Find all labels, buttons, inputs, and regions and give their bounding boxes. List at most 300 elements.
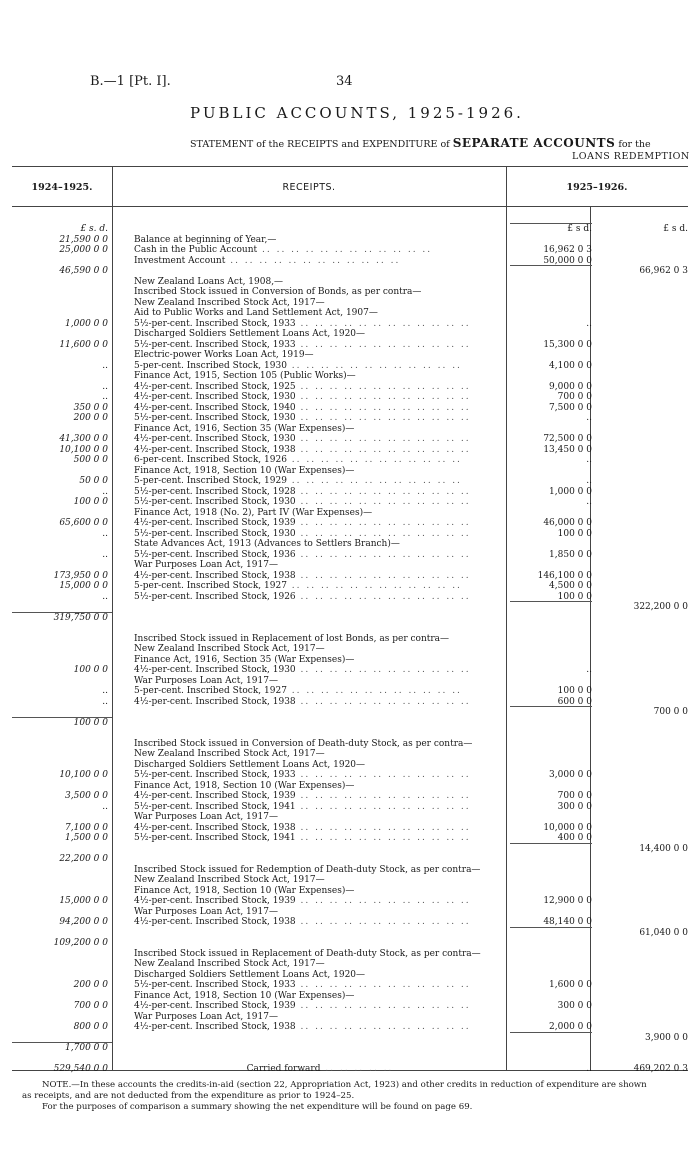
- subtitle-post: for the: [618, 139, 651, 150]
- prior-year-amount: ..: [102, 381, 108, 392]
- prior-year-amount: ..: [102, 528, 108, 539]
- prior-year-amount: 1,700 0 0: [65, 1043, 108, 1053]
- row-description: [134, 781, 506, 792]
- row-description-text: Inscribed Stock issued in Conversion of Bonds, as per contra—: [134, 287, 422, 297]
- table-row: [12, 770, 688, 781]
- current-year-item-amount: 7,500 0 0: [549, 402, 592, 413]
- table-row: [12, 812, 688, 823]
- footnote-line-3: For the purposes of comparison a summary showing the net expenditure will be found on page 69.: [42, 1102, 473, 1112]
- row-description: [134, 634, 506, 645]
- table-row: [12, 277, 688, 288]
- table-row: [12, 403, 688, 414]
- page-title: PUBLIC ACCOUNTS, 1925-1926.: [190, 104, 524, 122]
- current-year-item-amount: 12,900 0 0: [543, 896, 592, 906]
- table-row: [12, 907, 688, 918]
- row-description: [134, 959, 506, 970]
- current-year-item-amount: ..: [586, 476, 592, 486]
- table-row: [12, 518, 688, 529]
- dot-leader: .. .. .. .. .. .. .. .. .. .. .. ..: [295, 413, 471, 423]
- row-description: [134, 361, 506, 372]
- prior-year-amount: ..: [102, 696, 108, 707]
- dot-leader: .. .. .. .. .. .. .. .. .. .. .. ..: [295, 822, 471, 833]
- row-description: [134, 592, 506, 603]
- table-row: [12, 550, 688, 561]
- dot-leader: .. .. .. .. .. .. .. .. .. .. .. ..: [295, 801, 471, 812]
- current-year-item-amount: ..: [586, 413, 592, 423]
- row-description-text: New Zealand Inscribed Stock Act, 1917—: [134, 644, 325, 654]
- row-description-text: 5½-per-cent. Inscribed Stock, 1933: [134, 770, 296, 780]
- table-row: [12, 634, 688, 645]
- row-description-text: 4½-per-cent. Inscribed Stock, 1930: [134, 392, 296, 402]
- row-description: [134, 392, 506, 403]
- row-description-text: 4½-per-cent. Inscribed Stock, 1938: [134, 917, 296, 927]
- row-description: [134, 917, 506, 928]
- row-description-text: Inscribed Stock issued for Redemption of Death-duty Stock, as per contra—: [134, 864, 481, 875]
- dot-leader: .. .. .. .. .. .. .. .. .. .. .. ..: [225, 255, 401, 266]
- prior-year-amount: 800 0 0: [73, 1022, 108, 1032]
- dot-leader: .. .. .. .. .. .. .. .. .. .. .. ..: [295, 549, 471, 560]
- footnote-line-1: NOTE.—In these accounts the credits-in-aid (section 22, Appropriation Act, 1923) and other credits in reduction of expenditure are shown: [42, 1080, 647, 1090]
- current-year-item-amount: ..: [586, 455, 592, 465]
- prior-year-amount: 10,100 0 0: [59, 770, 108, 780]
- table-row: [12, 382, 688, 393]
- table-row: [12, 676, 688, 687]
- column-header-current-year: 1925–1926.: [566, 182, 628, 193]
- row-description: [134, 382, 506, 393]
- column-header-prior-year: 1924–1925.: [31, 182, 93, 193]
- row-description: [134, 235, 506, 246]
- row-description-text: Carried forward: [246, 1064, 321, 1074]
- prior-year-amount: 319,750 0 0: [53, 612, 108, 623]
- table-row: [12, 1001, 688, 1012]
- row-description: [134, 550, 506, 561]
- table-row: [12, 728, 688, 739]
- table-row: [12, 529, 688, 540]
- row-description-text: 4½-per-cent. Inscribed Stock, 1938: [134, 570, 296, 581]
- row-description-text: 4½-per-cent. Inscribed Stock, 1938: [134, 696, 296, 707]
- row-description-text: Finance Act, 1916, Section 35 (War Expenses)—: [134, 423, 355, 434]
- row-description: [134, 1064, 506, 1075]
- row-description: [134, 350, 506, 361]
- dot-leader: .. .. .. .. .. .. .. .. .. .. .. ..: [295, 434, 471, 444]
- table-row: [12, 1012, 688, 1023]
- column-header-receipts: RECEIPTS.: [282, 182, 336, 193]
- prior-year-amount: 100 0 0: [73, 497, 108, 507]
- subtotal-rule: [510, 601, 592, 602]
- account-name: LOANS REDEMPTION: [572, 151, 690, 162]
- prior-year-amount: 350 0 0: [73, 402, 108, 413]
- table-row: [12, 980, 688, 991]
- table-row: [12, 1033, 688, 1044]
- table-row: [12, 1043, 688, 1054]
- table-row: [12, 739, 688, 750]
- current-year-total-amount: 3,900 0 0: [645, 1032, 688, 1043]
- row-description-text: War Purposes Loan Act, 1917—: [134, 675, 278, 686]
- row-description: [134, 571, 506, 582]
- dot-leader: .. .. .. .. .. .. .. .. .. .. .. ..: [295, 528, 471, 539]
- table-row: [12, 466, 688, 477]
- prior-year-amount: ..: [102, 549, 108, 560]
- table-row: [12, 340, 688, 351]
- current-year-item-amount: £ s d.: [567, 224, 592, 234]
- row-description: [134, 371, 506, 382]
- row-description: [134, 760, 506, 771]
- dot-leader: .. .. .. .. .. .. .. .. .. .. .. ..: [295, 791, 471, 801]
- row-description-text: 5½-per-cent. Inscribed Stock, 1933: [134, 318, 296, 329]
- prior-year-amount: 500 0 0: [73, 455, 108, 465]
- table-row: [12, 844, 688, 855]
- row-description: [134, 413, 506, 424]
- row-description: [134, 697, 506, 708]
- row-description-text: 5½-per-cent. Inscribed Stock, 1941: [134, 801, 296, 812]
- dot-leader: .. .. .. .. .. .. .. .. .. .. .. ..: [295, 770, 471, 780]
- prior-year-amount: 94,200 0 0: [59, 917, 108, 927]
- prior-year-amount: 1,500 0 0: [65, 833, 108, 843]
- prior-year-amount: 1,000 0 0: [65, 318, 108, 329]
- table-row: [12, 644, 688, 655]
- current-year-item-amount: ..: [586, 318, 592, 329]
- row-description: [134, 256, 506, 267]
- row-description: [134, 308, 506, 319]
- table-header-rule: [12, 206, 688, 207]
- row-description-text: Finance Act, 1918 (No. 2), Part IV (War Expenses)—: [134, 507, 373, 518]
- table-row: [12, 602, 688, 613]
- row-description-text: 5-per-cent. Inscribed Stock, 1929: [134, 476, 287, 486]
- dot-leader: .. .. .. .. .. .. .. .. .. .. .. ..: [286, 686, 462, 696]
- row-description-text: New Zealand Loans Act, 1908,—: [134, 276, 284, 287]
- table-row: [12, 487, 688, 498]
- current-year-item-amount: 15,300 0 0: [543, 339, 592, 350]
- table-top-rule: [12, 166, 688, 167]
- subtotal-rule: [510, 1032, 592, 1033]
- prior-year-subtotal-rule: [12, 612, 112, 613]
- prior-year-amount: 46,590 0 0: [59, 266, 108, 276]
- dot-leader: .. .. .. .. .. .. .. .. .. .. .. ..: [295, 665, 471, 675]
- row-description-text: 5½-per-cent. Inscribed Stock, 1928: [134, 486, 296, 497]
- row-description: [134, 875, 506, 886]
- table-row: [12, 361, 688, 372]
- table-row: [12, 760, 688, 771]
- table-row: [12, 245, 688, 256]
- row-description-text: 5½-per-cent. Inscribed Stock, 1933: [134, 339, 296, 350]
- row-description-text: 4½-per-cent. Inscribed Stock, 1939: [134, 896, 296, 906]
- prior-year-amount: 109,200 0 0: [53, 938, 108, 948]
- dot-leader: .. .. .. .. .. .. .. .. .. .. .. ..: [295, 696, 471, 707]
- table-row: [12, 613, 688, 624]
- row-description-text: 5½-per-cent. Inscribed Stock, 1926: [134, 591, 296, 602]
- subtotal-rule: [510, 706, 592, 707]
- row-description: [134, 770, 506, 781]
- table-row: [12, 949, 688, 960]
- table-row: [12, 991, 688, 1002]
- current-year-total-amount: 61,040 0 0: [639, 927, 688, 938]
- prior-year-amount: 15,000 0 0: [59, 896, 108, 906]
- row-description-text: New Zealand Inscribed Stock Act, 1917—: [134, 749, 325, 759]
- prior-year-amount: 25,000 0 0: [59, 245, 108, 255]
- row-description: [134, 676, 506, 687]
- prior-year-amount: 15,000 0 0: [59, 581, 108, 591]
- row-description-text: 5½-per-cent. Inscribed Stock, 1936: [134, 549, 296, 560]
- row-description: [134, 833, 506, 844]
- row-description: [134, 907, 506, 918]
- row-description: [134, 739, 506, 750]
- table-row: [12, 424, 688, 435]
- table-row: [12, 781, 688, 792]
- table-row: [12, 865, 688, 876]
- dot-leader: .. .. .. .. .. .. .. .. .. .. .. ..: [295, 1001, 471, 1011]
- row-description: [134, 455, 506, 466]
- dot-leader: .. .. .. .. .. .. .. .. .. .. .. ..: [295, 1022, 471, 1032]
- row-description-text: Balance at beginning of Year,—: [134, 234, 277, 245]
- table-row: [12, 508, 688, 519]
- table-row: [12, 970, 688, 981]
- current-year-item-amount: 50,000 0 0: [543, 255, 592, 266]
- prior-year-amount: 100 0 0: [73, 717, 108, 728]
- row-description-text: 5½-per-cent. Inscribed Stock, 1930: [134, 497, 296, 507]
- row-description-text: Finance Act, 1916, Section 35 (War Expenses)—: [134, 654, 355, 665]
- current-year-item-amount: 48,140 0 0: [543, 917, 592, 927]
- prior-year-amount: ..: [102, 591, 108, 602]
- row-description-text: Inscribed Stock issued in Replacement of lost Bonds, as per contra—: [134, 633, 450, 644]
- row-description: [134, 529, 506, 540]
- current-year-item-amount: 72,500 0 0: [543, 434, 592, 444]
- table-row: [12, 802, 688, 813]
- prior-year-amount: 529,540 0 0: [53, 1064, 108, 1074]
- table-row: [12, 371, 688, 382]
- prior-year-amount: ..: [102, 801, 108, 812]
- table-row: [12, 287, 688, 298]
- dot-leader: .. .. .. .. .. .. .. .. .. .. .. ..: [295, 402, 471, 413]
- row-description-text: 4½-per-cent. Inscribed Stock, 1939: [134, 518, 296, 528]
- dot-leader: .. .. .. .. ..: [320, 1064, 394, 1074]
- table-row: [12, 665, 688, 676]
- row-description-text: 4½-per-cent. Inscribed Stock, 1939: [134, 1001, 296, 1011]
- dot-leader: .. .. .. .. .. .. .. .. .. .. .. ..: [295, 497, 471, 507]
- current-year-item-amount: 100 0 0: [557, 591, 592, 602]
- dot-leader: .. .. .. .. .. .. .. .. .. .. .. ..: [295, 917, 471, 927]
- prior-year-amount: 3,500 0 0: [65, 791, 108, 801]
- prior-year-amount: 100 0 0: [73, 665, 108, 675]
- prior-year-amount: £ s. d.: [80, 224, 108, 234]
- row-description: [134, 865, 506, 876]
- row-description: [134, 424, 506, 435]
- row-description-text: 4½-per-cent. Inscribed Stock, 1925: [134, 381, 296, 392]
- table-row: [12, 298, 688, 309]
- prior-year-subtotal-rule: [12, 1042, 112, 1043]
- current-year-total-amount: 14,400 0 0: [639, 843, 688, 854]
- current-year-item-amount: 1,600 0 0: [549, 980, 592, 990]
- row-description: [134, 403, 506, 414]
- page-number: 34: [336, 74, 353, 89]
- current-year-item-amount: 300 0 0: [557, 1001, 592, 1011]
- table-row: [12, 392, 688, 403]
- table-row: [12, 655, 688, 666]
- row-description: [134, 1022, 506, 1033]
- prior-year-amount: 7,100 0 0: [65, 822, 108, 833]
- current-year-item-amount: ..: [586, 665, 592, 675]
- row-description-text: War Purposes Loan Act, 1917—: [134, 1011, 278, 1022]
- table-row: [12, 823, 688, 834]
- dot-leader: .. .. .. .. .. .. .. .. .. .. .. ..: [295, 444, 471, 455]
- current-year-item-amount: 3,000 0 0: [549, 770, 592, 780]
- prior-year-amount: 41,300 0 0: [59, 434, 108, 444]
- dot-leader: .. .. .. .. .. .. .. .. .. .. .. ..: [295, 318, 471, 329]
- table-row: [12, 445, 688, 456]
- row-description-text: 4½-per-cent. Inscribed Stock, 1938: [134, 444, 296, 455]
- row-description: [134, 277, 506, 288]
- prior-year-amount: ..: [102, 486, 108, 497]
- dot-leader: .. .. .. .. .. .. .. .. .. .. .. ..: [295, 518, 471, 528]
- dot-leader: .. .. .. .. .. .. .. .. .. .. .. ..: [295, 833, 471, 843]
- table-row: [12, 308, 688, 319]
- current-year-total-amount: 322,200 0 0: [633, 602, 688, 612]
- row-description-text: Aid to Public Works and Land Settlement Act, 1907—: [134, 308, 378, 318]
- row-description-text: Finance Act, 1918, Section 10 (War Expenses)—: [134, 990, 355, 1001]
- table-row: [12, 350, 688, 361]
- dot-leader: .. .. .. .. .. .. .. .. .. .. .. ..: [295, 486, 471, 497]
- table-row: [12, 623, 688, 634]
- dot-leader: .. .. .. .. .. .. .. .. .. .. .. ..: [295, 339, 471, 350]
- current-year-item-amount: 300 0 0: [557, 801, 592, 812]
- dot-leader: .. .. .. .. .. .. .. .. .. .. .. ..: [286, 581, 462, 591]
- dot-leader: .. .. .. .. .. .. .. .. .. .. .. ..: [286, 476, 462, 486]
- row-description: [134, 539, 506, 550]
- dot-leader: .. .. .. .. .. .. .. .. .. .. .. ..: [286, 360, 462, 371]
- footnote-line-2: as receipts, and are not deducted from the expenditure as prior to 1924–25.: [22, 1091, 355, 1101]
- table-row: [12, 581, 688, 592]
- table-row: [12, 539, 688, 550]
- row-description-text: Inscribed Stock issued in Replacement of Death-duty Stock, as per contra—: [134, 948, 481, 959]
- row-description: [134, 581, 506, 592]
- subtotal-rule: [510, 265, 592, 266]
- row-description-text: New Zealand Inscribed Stock Act, 1917—: [134, 875, 325, 885]
- current-year-total-amount: £ s d.: [663, 224, 688, 234]
- row-description-text: 4½-per-cent. Inscribed Stock, 1939: [134, 791, 296, 801]
- row-description: [134, 560, 506, 571]
- table-row: [12, 413, 688, 424]
- row-description: [134, 949, 506, 960]
- prior-year-amount: ..: [102, 360, 108, 371]
- row-description-text: 5-per-cent. Inscribed Stock, 1927: [134, 581, 287, 591]
- row-description-text: New Zealand Inscribed Stock Act, 1917—: [134, 959, 325, 969]
- row-description: [134, 508, 506, 519]
- row-description-text: 4½-per-cent. Inscribed Stock, 1940: [134, 402, 296, 413]
- current-year-item-amount: 4,500 0 0: [549, 581, 592, 591]
- row-description-text: War Purposes Loan Act, 1917—: [134, 560, 278, 570]
- current-year-item-amount: 400 0 0: [557, 833, 592, 843]
- table-row: [12, 235, 688, 246]
- row-description: [134, 655, 506, 666]
- dot-leader: .. .. .. .. .. .. .. .. .. .. .. ..: [295, 896, 471, 906]
- table-row: [12, 959, 688, 970]
- row-description: [134, 980, 506, 991]
- row-description: [134, 665, 506, 676]
- prior-year-amount: ..: [102, 392, 108, 402]
- dot-leader: .. .. .. .. .. .. .. .. .. .. .. ..: [295, 381, 471, 392]
- table-row: [12, 707, 688, 718]
- current-year-total-amount: 469,202 0 3: [633, 1064, 688, 1074]
- row-description: [134, 298, 506, 309]
- row-description-text: 5-per-cent. Inscribed Stock, 1927: [134, 686, 287, 696]
- row-description-text: State Advances Act, 1913 (Advances to Settlers Branch)—: [134, 539, 400, 549]
- row-description-text: 5½-per-cent. Inscribed Stock, 1930: [134, 413, 296, 423]
- table-row: [12, 497, 688, 508]
- prior-year-amount: 50 0 0: [79, 476, 108, 486]
- current-year-item-amount: 46,000 0 0: [543, 518, 592, 528]
- row-description: [134, 497, 506, 508]
- row-description-text: Discharged Soldiers Settlement Loans Act, 1920—: [134, 759, 366, 770]
- row-description: [134, 466, 506, 477]
- row-description-text: Cash in the Public Account: [134, 245, 258, 255]
- prior-year-amount: 200 0 0: [73, 413, 108, 423]
- prior-year-amount: 700 0 0: [73, 1001, 108, 1011]
- row-description-text: 4½-per-cent. Inscribed Stock, 1938: [134, 1022, 296, 1032]
- current-year-item-amount: 4,100 0 0: [549, 360, 592, 371]
- table-row: [12, 476, 688, 487]
- row-description: [134, 319, 506, 330]
- row-description: [134, 518, 506, 529]
- dot-leader: .. .. .. .. .. .. .. .. .. .. .. ..: [257, 245, 433, 255]
- row-description: [134, 445, 506, 456]
- table-row: [12, 1054, 688, 1065]
- row-description: [134, 970, 506, 981]
- row-description-text: 4½-per-cent. Inscribed Stock, 1930: [134, 434, 296, 444]
- table-row: [12, 560, 688, 571]
- table-row: [12, 686, 688, 697]
- row-description: [134, 340, 506, 351]
- row-description-text: Discharged Soldiers Settlement Loans Act, 1920—: [134, 329, 366, 339]
- subtitle-pre: STATEMENT of the RECEIPTS and EXPENDITURE of: [190, 139, 450, 150]
- row-description-text: Electric-power Works Loan Act, 1919—: [134, 350, 314, 360]
- current-year-item-amount: 700 0 0: [557, 791, 592, 801]
- row-description-text: War Purposes Loan Act, 1917—: [134, 906, 278, 917]
- current-year-item-amount: 13,450 0 0: [543, 444, 592, 455]
- table-row: [12, 319, 688, 330]
- table-row: [12, 749, 688, 760]
- row-description-text: 5½-per-cent. Inscribed Stock, 1933: [134, 980, 296, 990]
- current-year-total-amount: 700 0 0: [653, 707, 688, 717]
- row-description: [134, 812, 506, 823]
- prior-year-amount: ..: [102, 686, 108, 696]
- table-row: [12, 896, 688, 907]
- prior-year-amount: 200 0 0: [73, 980, 108, 990]
- prior-year-amount: 65,600 0 0: [59, 518, 108, 528]
- document-reference: B.—1 [Pt. I].: [90, 74, 171, 89]
- row-description: [134, 896, 506, 907]
- table-row: [12, 886, 688, 897]
- row-description-text: Discharged Soldiers Settlement Loans Act, 1920—: [134, 969, 366, 980]
- prior-year-amount: 10,100 0 0: [59, 444, 108, 455]
- row-description: [134, 245, 506, 256]
- table-row: [12, 571, 688, 582]
- row-description-text: Finance Act, 1918, Section 10 (War Expenses)—: [134, 780, 355, 791]
- prior-year-amount: 21,590 0 0: [59, 234, 108, 245]
- row-description: [134, 1001, 506, 1012]
- table-row: [12, 875, 688, 886]
- row-description-text: War Purposes Loan Act, 1917—: [134, 812, 278, 822]
- current-year-item-amount: 1,000 0 0: [549, 486, 592, 497]
- row-description: [134, 802, 506, 813]
- current-year-item-amount: ..: [586, 1064, 592, 1074]
- row-description-text: 6-per-cent. Inscribed Stock, 1926: [134, 455, 287, 465]
- row-description-text: 4½-per-cent. Inscribed Stock, 1938: [134, 822, 296, 833]
- row-description-text: Investment Account: [134, 255, 226, 266]
- dot-leader: .. .. .. .. .. .. .. .. .. .. .. ..: [286, 455, 462, 465]
- current-year-item-amount: 700 0 0: [557, 392, 592, 402]
- table-row: [12, 928, 688, 939]
- row-description-text: Inscribed Stock issued in Conversion of Death-duty Stock, as per contra—: [134, 738, 473, 749]
- current-year-total-amount: 66,962 0 3: [639, 266, 688, 276]
